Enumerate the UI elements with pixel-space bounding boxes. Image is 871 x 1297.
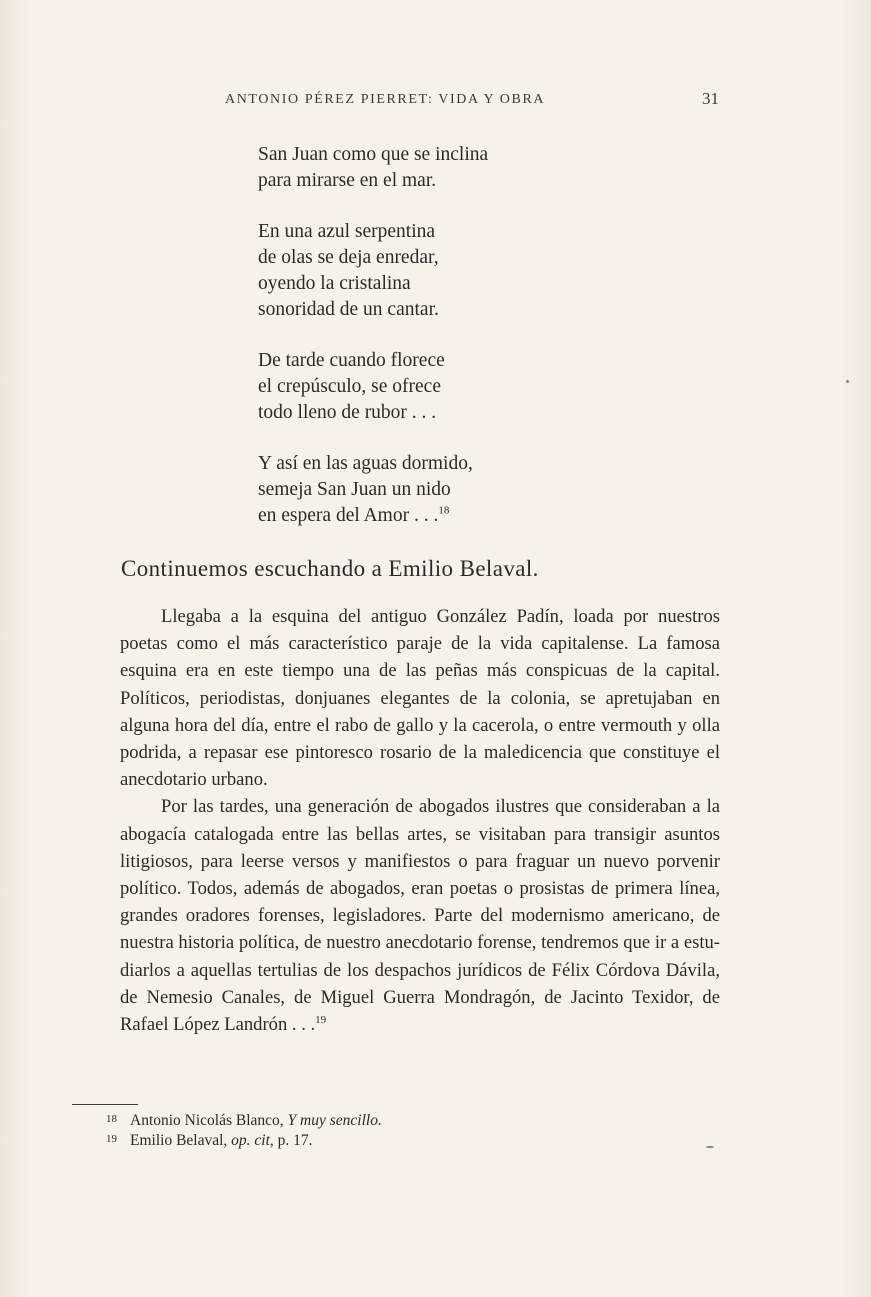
footnote-text: , p. 17. <box>269 1132 313 1149</box>
verse-line: San Juan como que se inclina <box>258 144 489 165</box>
page-number: 31 <box>702 89 719 108</box>
running-head: ANTONIO PÉREZ PIERRET: VIDA Y OBRA <box>225 92 546 107</box>
footnote-text: Antonio Nicolás Blanco, <box>130 1112 288 1129</box>
paragraph <box>120 793 720 1038</box>
footnote-ref: 18 <box>438 504 450 517</box>
footnote-mark: 19 <box>106 1133 117 1145</box>
footnote <box>106 1110 382 1130</box>
footnote-title: Y muy sencillo. <box>287 1112 382 1129</box>
section-heading: Continuemos escuchando a Emilio Belaval. <box>121 556 539 581</box>
footnote-ref: 19 <box>315 1013 327 1026</box>
footnote <box>106 1130 382 1150</box>
verse-line: de olas se deja enredar, <box>258 247 439 268</box>
verse-line: En una azul serpentina <box>258 221 436 242</box>
footnote-title: op. cit <box>231 1132 270 1149</box>
paragraph-text: Por las tardes, una generación de abogados ilustres que consideraban a la abogacía catalogada entre las bellas artes, se visitaban para transigir asuntos litigiosos, para leerse versos y manifiestos o para fraguar un nuevo porvenir político. Todos, además de abogados, eran poetas o prosistas de primera línea, grandes oradores forenses, legisladores. Parte del modernismo americano, de nuestra historia política, de nuestro anecdotario forense, tendremos que ir a estudiarlos a aquellas tertulias de los despachos jurídicos de Félix Córdova Dávila, de Nemesio Canales, de Miguel Guerra Mondragón, de Jacinto Texidor, de Rafael López Landrón . . . <box>120 796 720 1036</box>
verse-line: para mirarse en el mar. <box>258 170 437 191</box>
verse-line: semeja San Juan un nido <box>258 479 451 500</box>
footnotes <box>106 1110 382 1150</box>
stanza <box>258 451 678 529</box>
verse-line: todo lleno de rubor . . . <box>258 402 437 423</box>
body-text <box>120 603 720 1038</box>
verse-line: Y así en las aguas dormido, <box>258 453 473 474</box>
verse-text: en espera del Amor . . . <box>258 505 439 526</box>
verse-line: el crepúsculo, se ofrece <box>258 376 441 397</box>
verse-line: De tarde cuando florece <box>258 350 445 371</box>
verse-line: sonoridad de un cantar. <box>258 299 439 320</box>
stanza <box>258 348 678 426</box>
stanza <box>258 142 678 194</box>
paragraph <box>120 603 720 793</box>
stanza <box>258 219 678 323</box>
paper-speck <box>706 1146 714 1148</box>
paragraph-text: Llegaba a la esquina del antiguo González Padín, loada por nuestros poetas como el más característico paraje de la vida capitalense. La famosa esquina era en este tiempo una de las peñas más conspicuas de la capital. Políticos, periodistas, donjuanes elegantes de la colonia, se apretujaban en alguna hora del día, entre el rabo de gallo y la cacerola, o entre vermouth y olla podrida, a repasar ese pintoresco rosario de la maledicencia que constituye el anecdotario urbano. <box>120 606 720 791</box>
paper-speck <box>846 380 849 383</box>
footnote-mark: 18 <box>106 1113 117 1125</box>
poem <box>258 142 678 554</box>
verse-line <box>258 503 678 529</box>
footnote-text: Emilio Belaval, <box>130 1132 232 1149</box>
verse-line: oyendo la cristalina <box>258 273 411 294</box>
footnote-rule <box>72 1104 138 1105</box>
